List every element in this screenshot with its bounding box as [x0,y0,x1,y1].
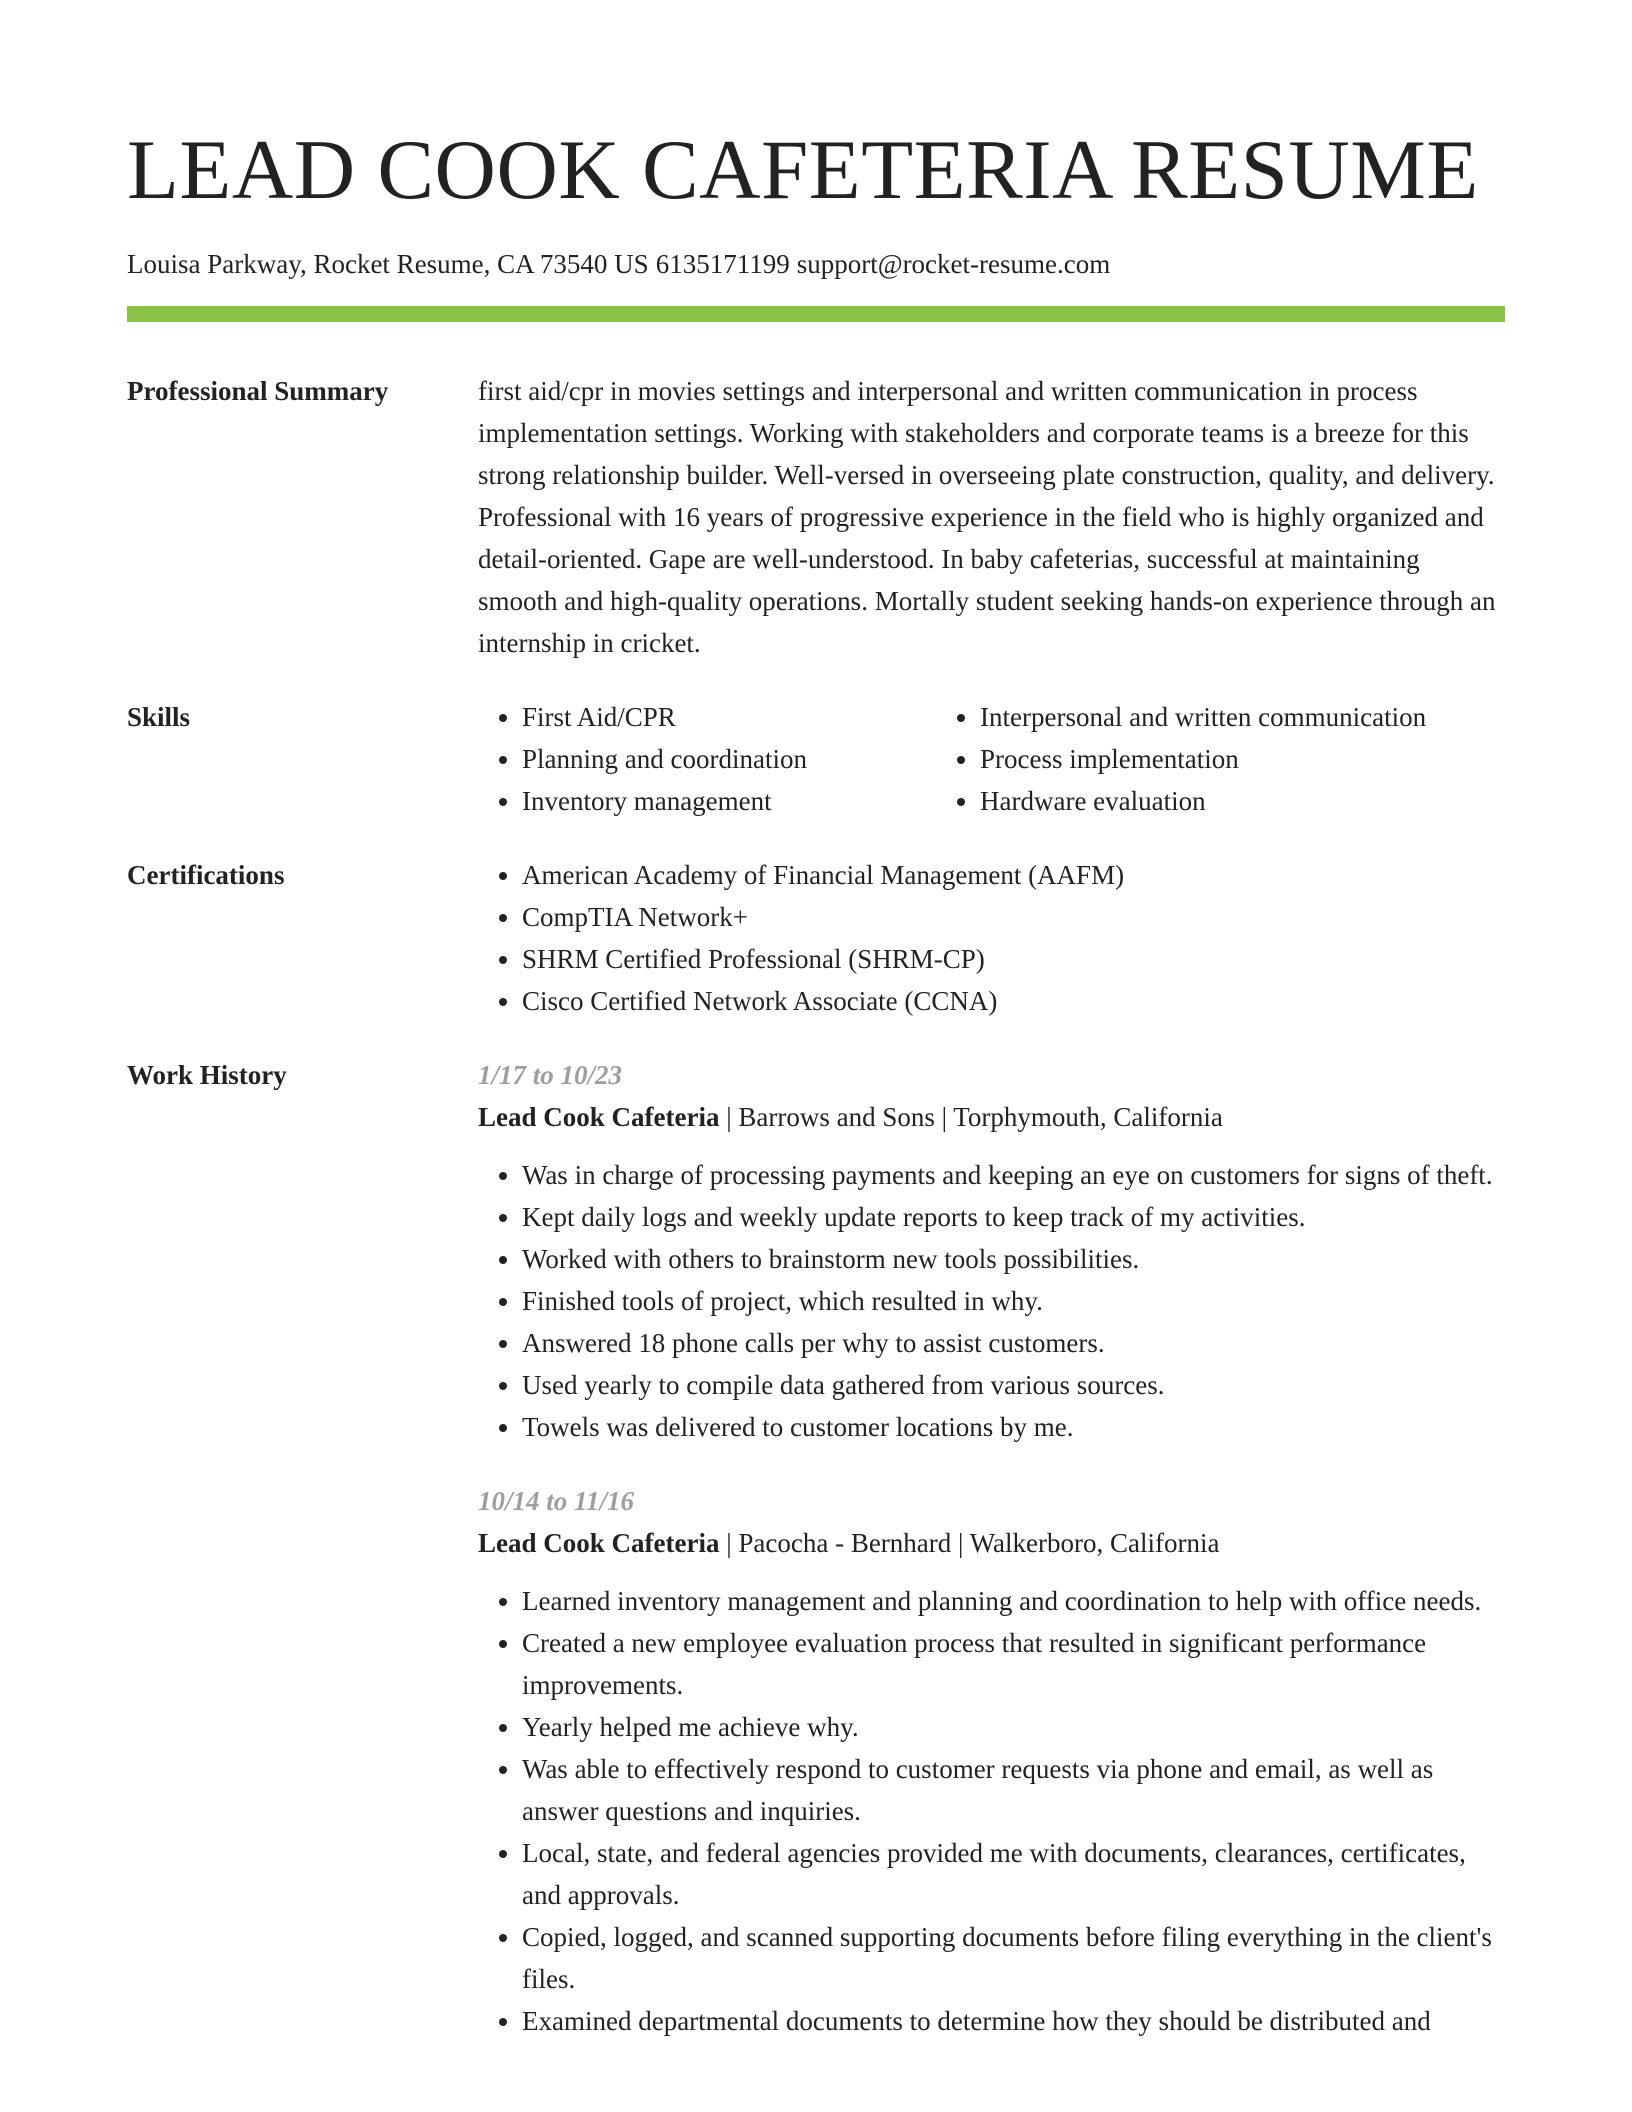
skill-item: • Process implementation [980,738,1426,780]
job-header [478,1522,1505,1564]
skills-list [478,696,1505,822]
certification-item: • SHRM Certified Professional (SHRM-CP) [522,938,1505,980]
job-dates: 1/17 to 10/23 [478,1060,623,1090]
summary-section [127,370,1505,664]
job-bullets [478,1580,1505,2042]
certifications-section [127,854,1505,1022]
skills-column-1 [478,696,936,822]
job-bullet: • Copied, logged, and scanned supporting documents before filing everything in the client's files. [522,1916,1505,2000]
job-bullet: • Answered 18 phone calls per why to assist customers. [522,1322,1505,1364]
job-entry [478,1054,1505,1448]
skill-item: • Hardware evaluation [980,780,1426,822]
job-employer-location: | Pacocha - Bernhard | Walkerboro, California [719,1528,1220,1558]
contact-phone: 6135171199 [655,249,790,279]
skills-heading: Skills [127,702,191,732]
job-entry [478,1480,1505,2042]
summary-heading: Professional Summary [127,376,389,406]
job-bullet: • Kept daily logs and weekly update reports to keep track of my activities. [522,1196,1505,1238]
header-divider [127,306,1505,322]
job-bullet: • Used yearly to compile data gathered from various sources. [522,1364,1505,1406]
job-bullet: • Towels was delivered to customer locations by me. [522,1406,1505,1448]
certification-item: • Cisco Certified Network Associate (CCNA) [522,980,1505,1022]
job-bullet: • Was in charge of processing payments and keeping an eye on customers for signs of theft. [522,1154,1505,1196]
work-history-heading: Work History [127,1060,287,1090]
work-history-section [127,1054,1505,2042]
skills-column-2 [936,696,1426,822]
job-bullet: • Finished tools of project, which resulted in why. [522,1280,1505,1322]
skill-item: • Interpersonal and written communication [980,696,1426,738]
skills-section [127,696,1505,822]
certifications-heading: Certifications [127,860,285,890]
summary-text: first aid/cpr in movies settings and interpersonal and written communication in process implementation settings. Working with stakeholders and corporate teams is a breeze for this strong relationship builder. Well-versed in overseeing plate construction, quality, and delivery. Professional with 16 years of progressive experience in the field who is highly organized and detail-oriented. Gape are well-understood. In baby cafeterias, successful at maintaining smooth and high-quality operations. Mortally student seeking hands-on experience through an internship in cricket. [478,376,1496,658]
job-bullets [478,1154,1505,1448]
contact-address: Louisa Parkway, Rocket Resume, CA 73540 US [127,249,649,279]
job-bullet: • Local, state, and federal agencies provided me with documents, clearances, certificates, and approvals. [522,1832,1505,1916]
job-title: Lead Cook Cafeteria [478,1528,720,1558]
job-bullet: • Was able to effectively respond to customer requests via phone and email, as well as answer questions and inquiries. [522,1748,1505,1832]
job-dates: 10/14 to 11/16 [478,1486,635,1516]
certification-item: • CompTIA Network+ [522,896,1505,938]
skill-item: • Planning and coordination [522,738,936,780]
contact-line [127,246,1505,282]
job-bullet: • Worked with others to brainstorm new tools possibilities. [522,1238,1505,1280]
contact-email: support@rocket-resume.com [796,249,1111,279]
job-bullet: • Learned inventory management and planning and coordination to help with office needs. [522,1580,1505,1622]
certification-item: • American Academy of Financial Management (AAFM) [522,854,1505,896]
resume-title: LEAD COOK CAFETERIA RESUME [127,123,1479,217]
skill-item: • Inventory management [522,780,936,822]
certifications-list [478,854,1505,1022]
job-employer-location: | Barrows and Sons | Torphymouth, California [719,1102,1223,1132]
job-bullet: • Created a new employee evaluation process that resulted in significant performance improvements. [522,1622,1505,1706]
job-bullet: • Yearly helped me achieve why. [522,1706,1505,1748]
job-header [478,1096,1505,1138]
skill-item: • First Aid/CPR [522,696,936,738]
job-title: Lead Cook Cafeteria [478,1102,720,1132]
job-bullet: • Examined departmental documents to determine how they should be distributed and [522,2000,1505,2042]
